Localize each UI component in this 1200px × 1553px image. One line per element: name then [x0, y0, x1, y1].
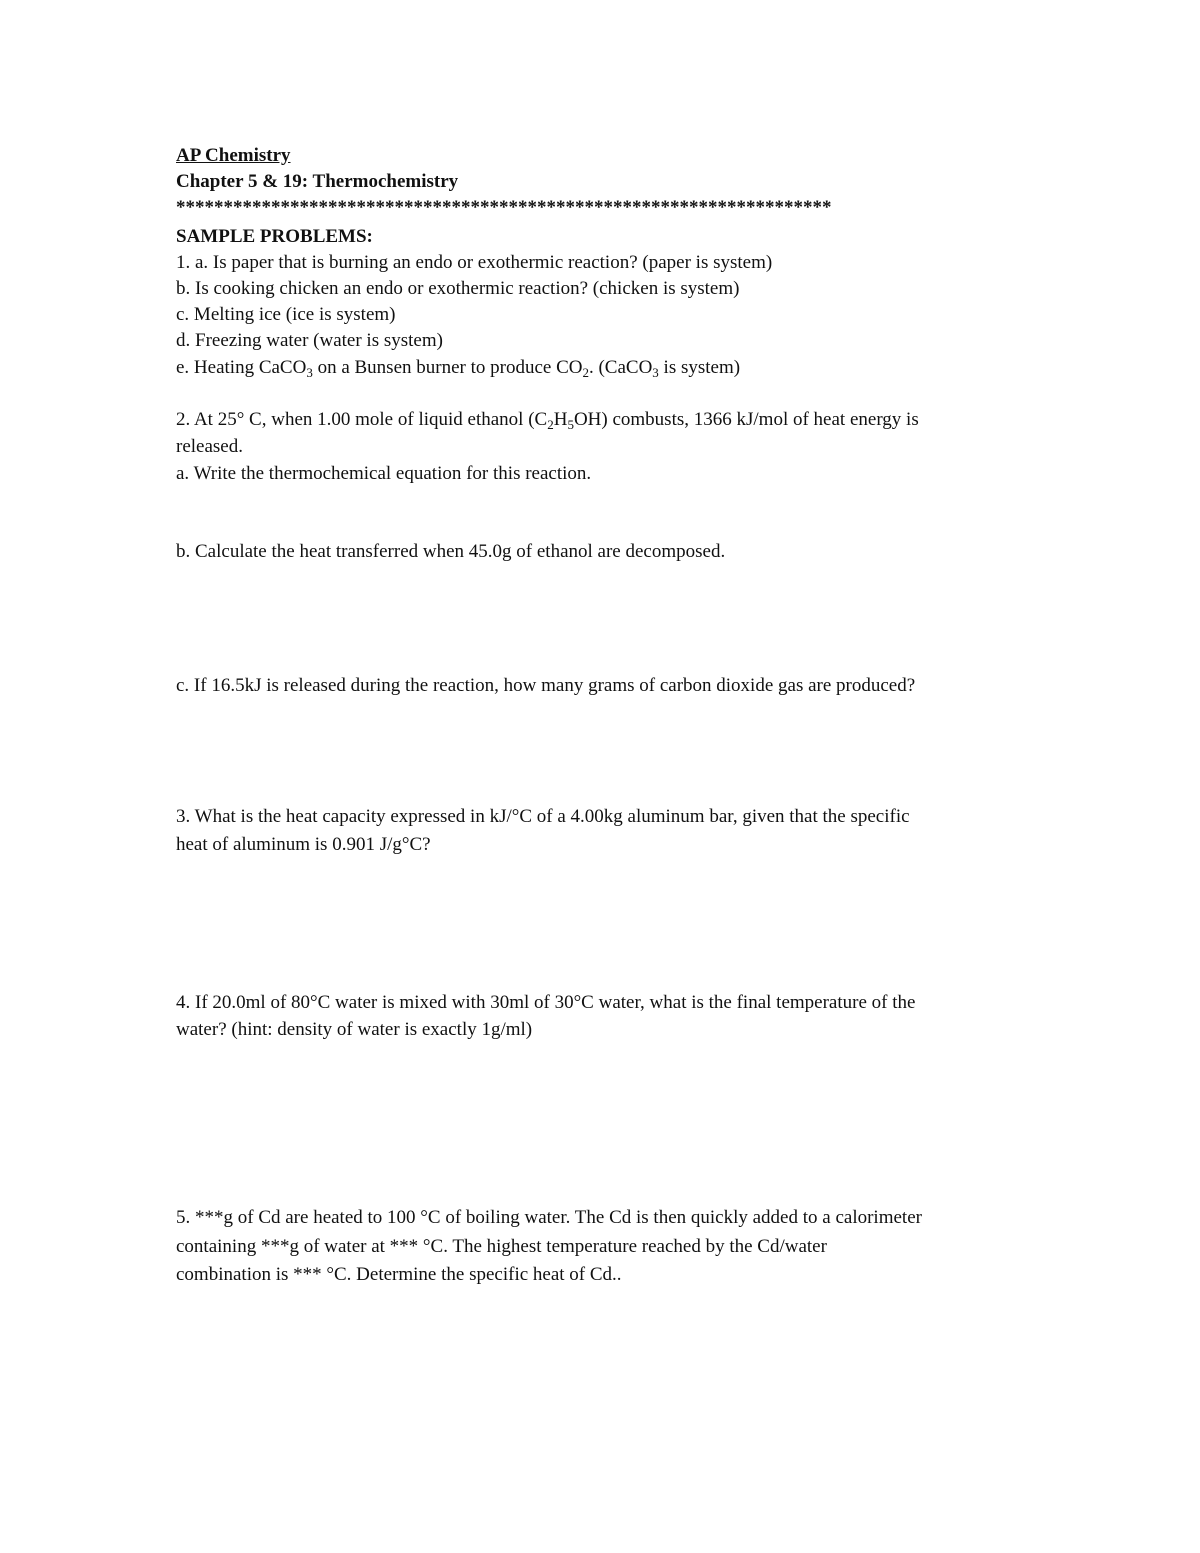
q2-part-a: a. Write the thermochemical equation for this reaction. [176, 463, 592, 484]
q3-line1: 3. What is the heat capacity expressed in kJ/°C of a 4.00kg aluminum bar, given that the specific [176, 806, 910, 827]
q4-line2: water? (hint: density of water is exactly 1g/ml) [176, 1019, 533, 1040]
q5-line2: containing ***g of water at *** °C. The highest temperature reached by the Cd/water [176, 1236, 827, 1257]
q3-line2: heat of aluminum is 0.901 J/g°C? [176, 834, 431, 855]
q1-part-c: c. Melting ice (ice is system) [176, 304, 396, 325]
q5-line3: combination is *** °C. Determine the specific heat of Cd.. [176, 1264, 622, 1285]
q1-part-a: 1. a. Is paper that is burning an endo or exothermic reaction? (paper is system) [176, 252, 773, 273]
q5-line1: 5. ***g of Cd are heated to 100 °C of boiling water. The Cd is then quickly added to a calorimeter [176, 1207, 922, 1228]
divider-asterisks: ********************************************************************* [176, 197, 832, 218]
q1-part-e: e. Heating CaCO$_3$ on a Bunsen burner to produce $CO_2$. (CaCO$_3$ is system) [176, 357, 741, 380]
q2-stem-line2: released. [176, 436, 243, 457]
q2-part-c: c. If 16.5kJ is released during the reaction, how many grams of carbon dioxide gas are produced? [176, 675, 916, 696]
q4-line1: 4. If 20.0ml of 80°C water is mixed with 30ml of 30°C water, what is the final temperature of the [176, 992, 916, 1013]
q2-stem-line1: 2. At 25° C, when 1.00 mole of liquid ethanol $(C_2H_5OH)$ combusts, 1366 kJ/mol of heat energy is [176, 409, 919, 432]
q1-part-b: b. Is cooking chicken an endo or exothermic reaction? (chicken is system) [176, 278, 740, 299]
section-heading: SAMPLE PROBLEMS: [176, 226, 373, 247]
course-title: AP Chemistry [176, 145, 291, 166]
q2-part-b: b. Calculate the heat transferred when 45.0g of ethanol are decomposed. [176, 541, 726, 562]
chapter-heading: Chapter 5 & 19: Thermochemistry [176, 171, 459, 192]
q1-part-d: d. Freezing water (water is system) [176, 330, 443, 351]
